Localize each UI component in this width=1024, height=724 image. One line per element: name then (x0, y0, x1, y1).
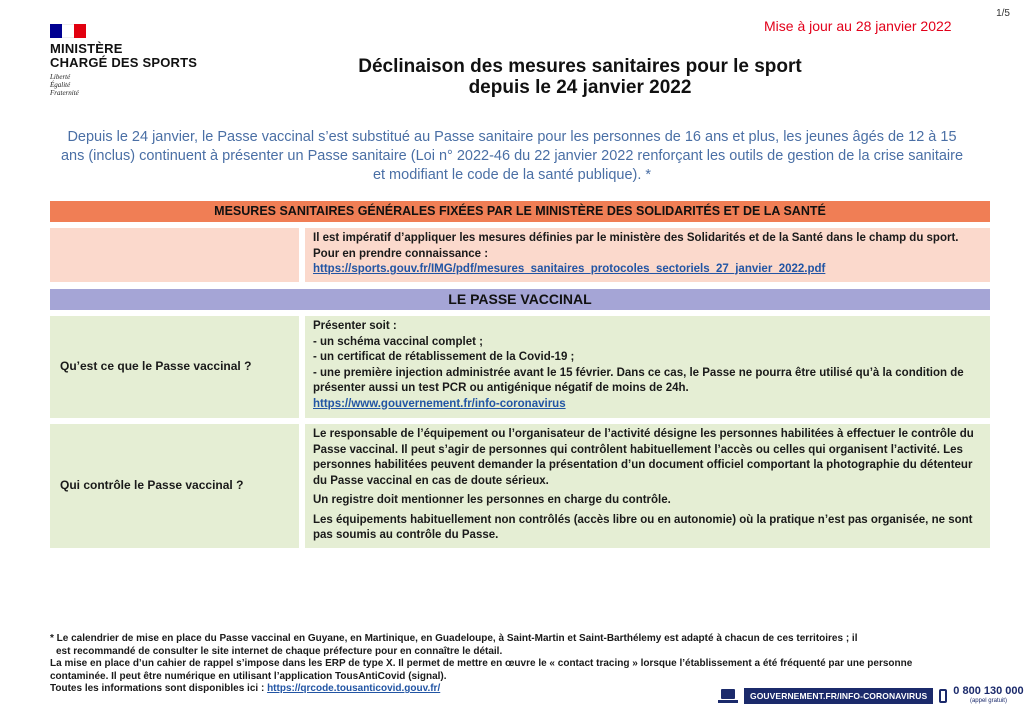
contact-bar (718, 686, 1024, 706)
update-date: Mise à jour au 28 janvier 2022 (764, 18, 952, 34)
republic-motto: Liberté Égalité Fraternité (50, 73, 79, 97)
ministry-name-line1: MINISTÈRE (50, 41, 123, 56)
ministry-logo (50, 24, 220, 97)
question-what-is-pass: Qu’est ce que le Passe vaccinal ? (50, 316, 299, 418)
marianne-flag-icon (50, 24, 86, 38)
general-measures-row (50, 228, 990, 282)
vaccine-pass-who-row (50, 424, 990, 548)
question-who-controls: Qui contrôle le Passe vaccinal ? (50, 424, 299, 548)
ministry-name-line2: CHARGÉ DES SPORTS (50, 55, 198, 70)
vaccine-pass-what-row (50, 316, 990, 418)
empty-cell (50, 228, 299, 282)
section-heading-vaccine-pass: LE PASSE VACCINAL (50, 289, 990, 310)
gouvernement-coronavirus-link[interactable]: https://www.gouvernement.fr/info-coronavirus (313, 397, 566, 410)
answer-who-controls: Le responsable de l’équipement ou l’organisateur de l’activité désigne les personnes habilitées à effectuer le contrôle du Passe vaccinal. Il peut s’agir de personnes qui contrôlent habituellement l’accès ou celles qui organisent l’activité. Les personnes habilitées peuvent demander la présentation d’un document officiel comportant la photographie du détenteur du Passe vaccinal en cas de doute sérieux. Un registre doit mentionner les personnes en charge du contrôle. Les équipements habituellement non contrôlés (accès libre ou en autonomie) où la pratique n’est pas organisée, ne sont pas soumis au contrôle du Passe. (305, 424, 990, 548)
footnote-erp: La mise en place d’un cahier de rappel s’impose dans les ERP de type X. Il permet de mettre en œuvre le « contact tracing » lorsque l’établissement a été fréquenté par une personne contaminée. Il peut être numérique en utilisant l’application TousAntiCovid (signal). (50, 658, 913, 682)
section-heading-general-measures: MESURES SANITAIRES GÉNÉRALES FIXÉES PAR LE MINISTÈRE DES SOLIDARITÉS ET DE LA SANTÉ (50, 201, 990, 222)
phone-number: 0 800 130 000 (appel gratuit) (953, 685, 1024, 704)
phone-icon (939, 689, 947, 703)
page-title: Déclinaison des mesures sanitaires pour le sport depuis le 24 janvier 2022 (358, 56, 802, 98)
laptop-icon (718, 689, 738, 703)
tousanticovid-link[interactable]: https://qrcode.tousanticovid.gouv.fr/ (267, 683, 441, 694)
general-measures-text: Il est impératif d’appliquer les mesures définies par le ministère des Solidarités et de la Santé dans le champ du sport. Pour en prendre connaissance : https://sports.gouv.fr/IMG/pdf/mesures_sanitaires_protocoles_sectoriels_27_janvier_2022.pdf (305, 228, 990, 282)
page-number: 1/5 (996, 8, 1010, 19)
gouvernement-badge[interactable]: GOUVERNEMENT.FR/INFO-CORONAVIRUS (744, 688, 933, 704)
answer-what-is-pass: Présenter soit : - un schéma vaccinal complet ; - un certificat de rétablissement de la Covid-19 ; - une première injection administrée avant le 15 février. Dans ce cas, le Passe ne pourra être utilisé qu’à la condition de présenter aussi un test PCR ou antigénique négatif de moins de 24h. https://www.gouvernement.fr/info-coronavirus (305, 316, 990, 418)
footnote-info: Toutes les informations sont disponibles ici : https://qrcode.tousanticovid.gouv.fr/ (50, 683, 441, 694)
footnote-overseas-cont: est recommandé de consulter le site internet de chaque préfecture pour en connaître le détail. (56, 645, 503, 657)
footnote-overseas: * Le calendrier de mise en place du Passe vaccinal en Guyane, en Martinique, en Guadeloupe, à Saint-Martin et Saint-Barthélemy est adapté à chacun de ces territoires ; il (50, 633, 858, 644)
protocols-pdf-link[interactable]: https://sports.gouv.fr/IMG/pdf/mesures_sanitaires_protocoles_sectoriels_27_janvier_2022.pdf (313, 263, 826, 275)
intro-paragraph: Depuis le 24 janvier, le Passe vaccinal s’est substitué au Passe sanitaire pour les personnes de 16 ans et plus, les jeunes âgés de 12 à 15 ans (inclus) continuent à présenter un Passe sanitaire (Loi n° 2022-46 du 22 janvier 2022 renforçant les outils de gestion de la crise sanitaire et modifiant le code de la santé publique). * (60, 129, 964, 183)
